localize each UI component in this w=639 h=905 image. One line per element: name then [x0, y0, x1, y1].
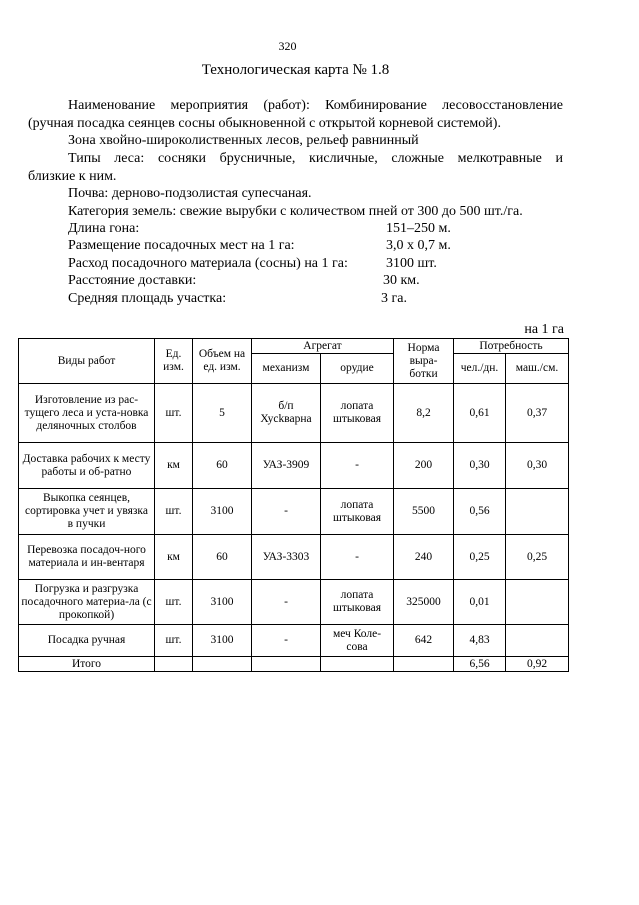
- param-label: Размещение посадочных мест на 1 га:: [68, 238, 295, 253]
- soil: Почва: дерново-подзолистая супесчаная.: [68, 186, 312, 201]
- total-person-days: 6,56: [454, 657, 506, 672]
- header-aggregate: Агрегат: [252, 339, 394, 354]
- table-row: [19, 489, 569, 535]
- cell-tool: меч Коле-сова: [321, 625, 394, 657]
- cell-tool: -: [321, 443, 394, 489]
- cell-work: Изготовление из рас-тущего леса и уста-новка деляночных столбов: [19, 384, 155, 443]
- cell-volume: 5: [193, 384, 252, 443]
- cell-person-days: 0,01: [454, 580, 506, 625]
- header-person-days: чел./дн.: [454, 354, 506, 384]
- param-label: Средняя площадь участка:: [68, 291, 227, 306]
- cell-norm: 8,2: [394, 384, 454, 443]
- header-need: Потребность: [454, 339, 569, 354]
- work-name-line-2: (ручная посадка сеянцев сосны обыкновенной с открытой корневой системой).: [28, 116, 501, 131]
- cell-mechanism: -: [252, 580, 321, 625]
- param-label: Расстояние доставки:: [68, 273, 197, 288]
- total-label: Итого: [19, 657, 155, 672]
- land-category: Категория земель: свежие вырубки с количеством пней от 300 до 500 шт./га.: [68, 204, 523, 219]
- cell-volume: 3100: [193, 625, 252, 657]
- cell-work: Выкопка сеянцев, сортировка учет и увязка в пучки: [19, 489, 155, 535]
- param-value: 3,0 х 0,7 м.: [386, 238, 451, 253]
- total-row: [19, 657, 569, 672]
- cell-mechanism: -: [252, 625, 321, 657]
- empty-cell: [252, 657, 321, 672]
- cell-machine-shifts: 0,30: [506, 443, 569, 489]
- page-number: 320: [278, 39, 297, 53]
- forest-types-line-1: Типы леса: сосняки брусничные, кисличные, сложные мелкотравные и: [68, 151, 563, 166]
- param-value: 3 га.: [381, 291, 407, 306]
- table-row: [19, 625, 569, 657]
- cell-tool: лопата штыковая: [321, 384, 394, 443]
- work-name-line-1: Наименование мероприятия (работ): Комбинирование лесовосстановление: [68, 98, 563, 113]
- cell-mechanism: -: [252, 489, 321, 535]
- cell-work: Посадка ручная: [19, 625, 155, 657]
- cell-person-days: 0,56: [454, 489, 506, 535]
- cell-unit: км: [155, 443, 193, 489]
- cell-unit: шт.: [155, 384, 193, 443]
- empty-cell: [321, 657, 394, 672]
- empty-cell: [155, 657, 193, 672]
- header-machine-shifts: маш./см.: [506, 354, 569, 384]
- cell-unit: шт.: [155, 625, 193, 657]
- total-machine-shifts: 0,92: [506, 657, 569, 672]
- cell-unit: шт.: [155, 580, 193, 625]
- cell-tool: лопата штыковая: [321, 489, 394, 535]
- cell-work: Перевозка посадоч-ного материала и ин-вентаря: [19, 535, 155, 580]
- cell-mechanism: б/п Хусkварна: [252, 384, 321, 443]
- cell-work: Доставка рабочих к месту работы и об-ратно: [19, 443, 155, 489]
- header-tool: орудие: [321, 354, 394, 384]
- cell-person-days: 0,30: [454, 443, 506, 489]
- cell-person-days: 4,83: [454, 625, 506, 657]
- cell-unit: шт.: [155, 489, 193, 535]
- cell-person-days: 0,25: [454, 535, 506, 580]
- cell-machine-shifts: 0,37: [506, 384, 569, 443]
- table-row: [19, 443, 569, 489]
- cell-mechanism: УАЗ-3303: [252, 535, 321, 580]
- page-title: Технологическая карта № 1.8: [201, 62, 390, 78]
- cell-norm: 240: [394, 535, 454, 580]
- table-row: [19, 535, 569, 580]
- cell-machine-shifts: [506, 580, 569, 625]
- cell-unit: км: [155, 535, 193, 580]
- cell-mechanism: УАЗ-3909: [252, 443, 321, 489]
- cell-machine-shifts: 0,25: [506, 535, 569, 580]
- cell-tool: лопата штыковая: [321, 580, 394, 625]
- cell-norm: 5500: [394, 489, 454, 535]
- header-mechanism: механизм: [252, 354, 321, 384]
- cell-volume: 3100: [193, 580, 252, 625]
- cell-norm: 325000: [394, 580, 454, 625]
- header-work-types: Виды работ: [19, 339, 155, 384]
- header-volume: Объем на ед. изм.: [193, 339, 252, 384]
- param-label: Расход посадочного материала (сосны) на 1 га:: [68, 256, 348, 271]
- table-row: [19, 580, 569, 625]
- table-caption: на 1 га: [524, 322, 564, 337]
- cell-volume: 3100: [193, 489, 252, 535]
- param-value: 151–250 м.: [386, 221, 451, 236]
- empty-cell: [394, 657, 454, 672]
- cell-volume: 60: [193, 535, 252, 580]
- cell-norm: 200: [394, 443, 454, 489]
- cell-machine-shifts: [506, 489, 569, 535]
- forest-types-line-2: близкие к ним.: [28, 169, 117, 184]
- tech-card-table: [18, 338, 569, 672]
- cell-person-days: 0,61: [454, 384, 506, 443]
- cell-work: Погрузка и разгрузка посадочного материа-ла (с прокопкой): [19, 580, 155, 625]
- param-label: Длина гона:: [68, 221, 140, 236]
- header-unit: Ед. изм.: [155, 339, 193, 384]
- empty-cell: [193, 657, 252, 672]
- param-value: 3100 шт.: [386, 256, 437, 271]
- cell-norm: 642: [394, 625, 454, 657]
- param-value: 30 км.: [383, 273, 420, 288]
- cell-machine-shifts: [506, 625, 569, 657]
- forest-zone: Зона хвойно-широколиственных лесов, рельеф равнинный: [68, 133, 419, 148]
- cell-volume: 60: [193, 443, 252, 489]
- cell-tool: -: [321, 535, 394, 580]
- table-row: [19, 384, 569, 443]
- header-norm: Норма выра-ботки: [394, 339, 454, 384]
